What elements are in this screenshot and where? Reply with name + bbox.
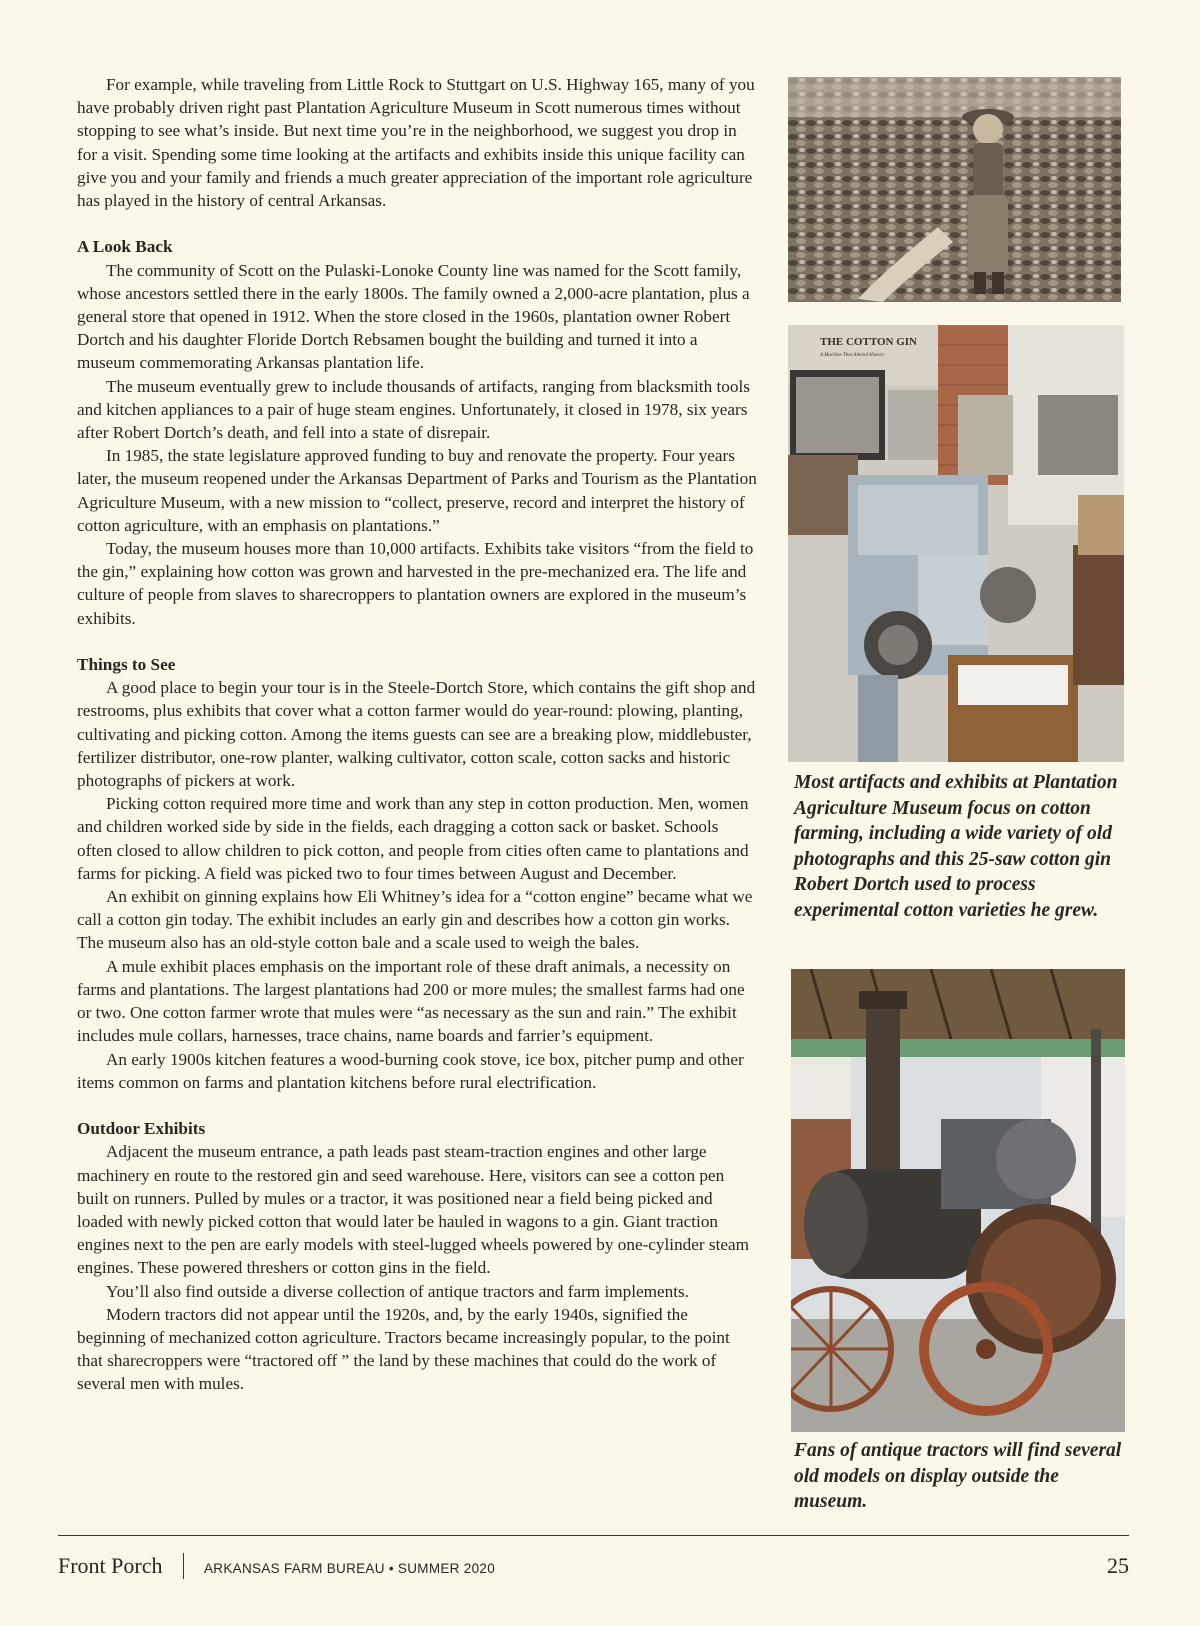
publication-info: ARKANSAS FARM BUREAU • SUMMER 2020 — [204, 1561, 495, 1576]
body-paragraph: Today, the museum houses more than 10,000 artifacts. Exhibits take visitors “from the field to the gin,” explaining how cotton was grown and harvested in the pre-mechanized era. The life and culture of people from slaves to sharecroppers to plantation owners are explored in the museum’s exhibits. — [77, 539, 754, 628]
article-body — [77, 73, 757, 1396]
photo-cotton-gin-exhibit — [788, 325, 1124, 762]
body-paragraph: The community of Scott on the Pulaski-Lonoke County line was named for the Scott family, whose ancestors settled there in the early 1800s. The family owned a 2,000-acre plantation, plus a general store that opened in 1912. When the store closed in the 1960s, plantation owner Robert Dortch and his daughter Floride Dortch Rebsamen bought the building and turned it into a museum commemorating Arkansas plantation life. — [77, 260, 750, 373]
photo-child-picking-cotton — [788, 77, 1121, 302]
body-paragraph: In 1985, the state legislature approved funding to buy and renovate the property. Four years later, the museum reopened under the Arkansas Department of Parks and Tourism as the Plantation Agriculture Museum, with a new mission to “collect, preserve, record and interpret the history of cotton agriculture, with an emphasis on plantations.” — [77, 446, 757, 535]
section-heading: Outdoor Exhibits — [77, 1119, 206, 1139]
cotton-gin-sign-subtitle: A Machine That Altered History — [820, 353, 885, 358]
section-heading: A Look Back — [77, 237, 173, 257]
body-paragraph: You’ll also find outside a diverse collection of antique tractors and farm implements. — [106, 1281, 689, 1301]
intro-paragraph: For example, while traveling from Little Rock to Stuttgart on U.S. Highway 165, many of you have probably driven right past Plantation Agriculture Museum in Scott numerous times without stopping to see what’s inside. But next time you’re in the neighborhood, we suggest you drop in for a visit. Spending some time looking at the artifacts and exhibits inside this unique facility can give you and your family and friends a much greater appreciation of the important role agriculture has played in the history of central Arkansas. — [77, 75, 755, 211]
page-number: 25 — [1107, 1553, 1129, 1578]
body-paragraph: An early 1900s kitchen features a wood-burning cook stove, ice box, pitcher pump and other items common on farms and plantation kitchens before rural electrification. — [77, 1049, 744, 1092]
cotton-gin-sign-title: THE COTTON GIN — [820, 336, 917, 348]
magazine-brand: Front Porch — [58, 1553, 163, 1578]
section-heading: Things to See — [77, 655, 176, 675]
footer-separator — [183, 1553, 184, 1579]
body-paragraph: Picking cotton required more time and work than any step in cotton production. Men, women and children worked side by side in the fields, each dragging a cotton sack or basket. Schools often closed to allow children to pick cotton, and people from cities often came to plantations and farms for picking. A field was picked two to four times between August and December. — [77, 794, 749, 883]
body-paragraph: Modern tractors did not appear until the 1920s, and, by the early 1940s, signified the beginning of mechanized cotton agriculture. Tractors became increasingly popular, to the point that sharecroppers were “tractored off ” the land by these machines that could do the work of several men with mules. — [77, 1304, 730, 1394]
caption-tractor: Fans of antique tractors will find several old models on display outside the museum. — [794, 1440, 1122, 1513]
footer-rule — [58, 1535, 1129, 1536]
caption-cotton-gin: Most artifacts and exhibits at Plantation Agriculture Museum focus on cotton farming, including a wide variety of old photographs and this 25-saw cotton gin Robert Dortch used to process experimental cotton varieties he grew. — [794, 772, 1118, 921]
body-paragraph: A mule exhibit places emphasis on the important role of these draft animals, a necessity on farms and plantations. The largest plantations had 200 or more mules; the smallest farms had one or two. One cotton farmer wrote that mules were “as necessary as the sun and rain.” The exhibit includes mule collars, harnesses, trace chains, name boards and farrier’s equipment. — [77, 956, 745, 1046]
body-paragraph: Adjacent the museum entrance, a path leads past steam-traction engines and other large machinery en route to the restored gin and seed warehouse. Here, visitors can see a cotton pen built on runners. Pulled by mules or a tractor, it was positioned near a field being picked and loaded with newly picked cotton that would later be hauled in wagons to a gin. Giant traction engines next to the pen are early models with steel-lugged wheels powered by one-cylinder steam engines. These powered threshers or cotton gins in the field. — [77, 1142, 749, 1278]
body-paragraph: The museum eventually grew to include thousands of artifacts, ranging from blacksmith tools and kitchen appliances to a pair of huge steam engines. Unfortunately, it closed in 1978, six years after Robert Dortch’s death, and fell into a state of disrepair. — [77, 376, 750, 443]
body-paragraph: An exhibit on ginning explains how Eli Whitney’s idea for a “cotton engine” became what we call a cotton gin today. The exhibit includes an early gin and describes how a cotton gin works. The museum also has an old-style cotton bale and a scale used to weigh the bales. — [77, 887, 753, 953]
photo-steam-tractor — [791, 969, 1125, 1432]
body-paragraph: A good place to begin your tour is in the Steele-Dortch Store, which contains the gift shop and restrooms, plus exhibits that cover what a cotton farmer would do year-round: plowing, planting, cultivating and picking cotton. Among the items guests can see are a breaking plow, middlebuster, fertilizer distributor, one-row planter, walking cultivator, cotton scale, cotton sacks and historic photographs of pickers at work. — [77, 678, 756, 791]
